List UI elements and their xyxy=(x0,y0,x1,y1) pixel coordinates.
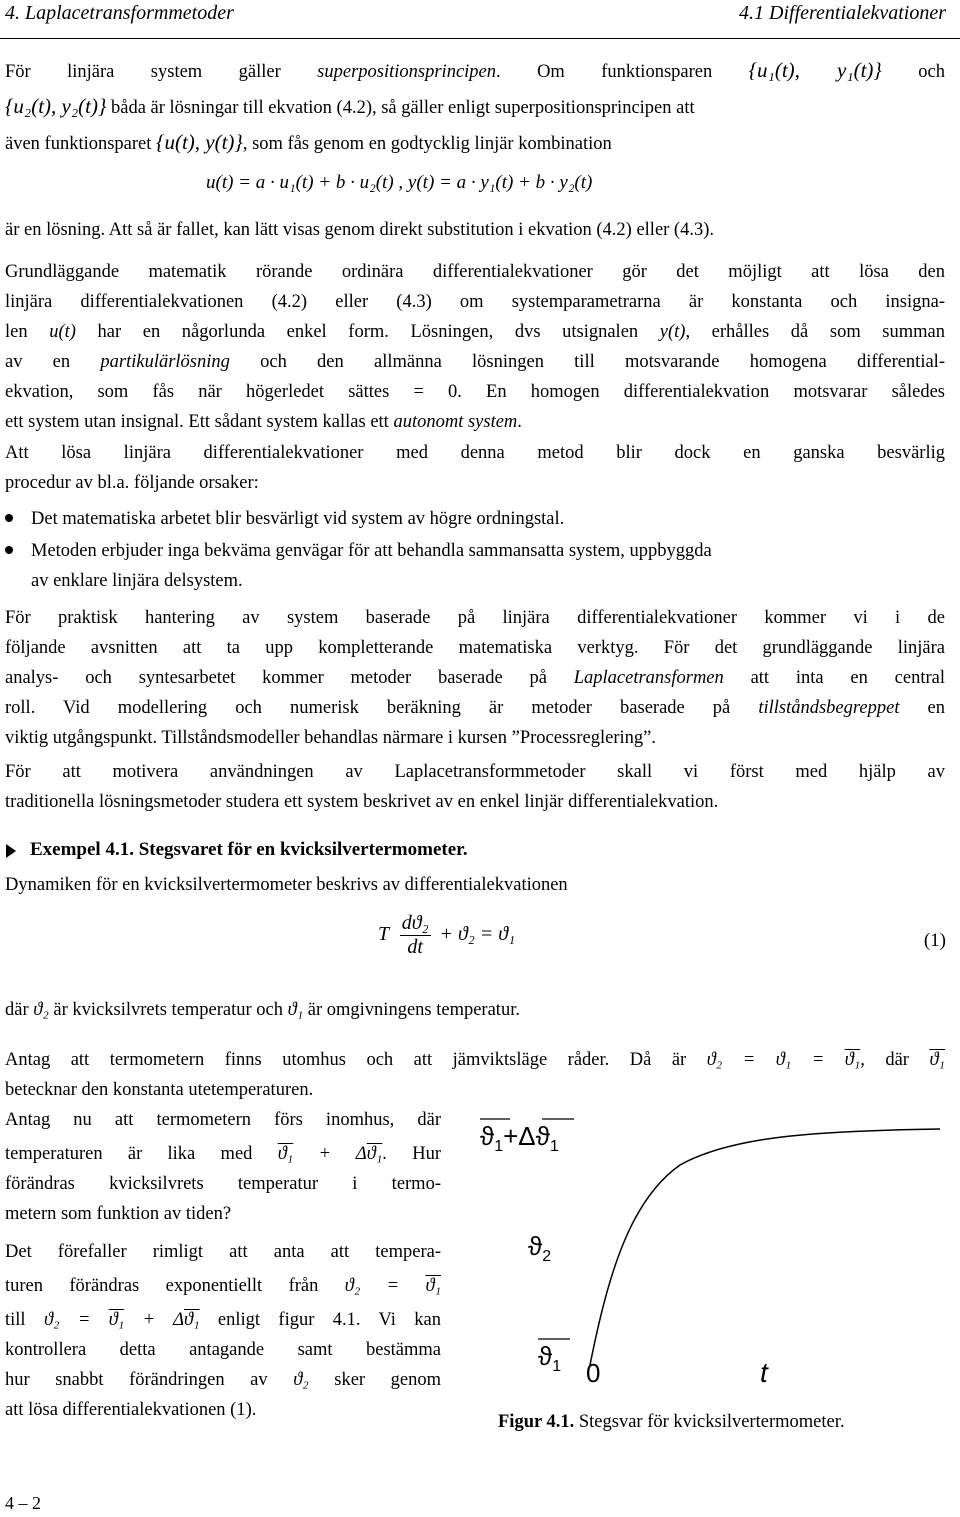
bullet-item xyxy=(5,504,945,534)
text-line xyxy=(5,1305,441,1335)
text-span: där xyxy=(5,1000,34,1020)
eq-numerator: dϑ₂ xyxy=(401,912,429,934)
text-span: att inta en central xyxy=(723,668,945,688)
text-line xyxy=(5,1271,441,1301)
text-line: ekvation, som fås när högerledet sättes = 0. En homogen differentialekvation motsvarar således xyxy=(5,382,945,402)
term-italic: autonomt system xyxy=(393,412,518,432)
figure-caption-label: Figur 4.1. xyxy=(498,1412,575,1432)
math-inline: ϑ₁ xyxy=(844,1050,861,1070)
text-line: procedur av bl.a. följande orsaker: xyxy=(5,473,259,493)
text-line: förändras kvicksilvrets temperatur i termo- xyxy=(5,1174,441,1194)
math-inline: {u(t), y(t)} xyxy=(156,130,243,154)
paragraph-indoor xyxy=(5,1105,441,1229)
text-span: och den allmänna lösningen till motsvarande homogena differential- xyxy=(229,352,945,372)
text-span: len xyxy=(5,322,50,342)
text-span: roll. Vid modellering och numerisk beräkning är metoder baserade på xyxy=(5,698,759,718)
term-italic: superpositionsprincipen xyxy=(317,62,497,82)
example-where xyxy=(5,995,945,1025)
figure-label-part: 2 xyxy=(542,1248,552,1265)
text-line xyxy=(5,317,945,347)
eq-fraction xyxy=(400,912,431,959)
text-span: hur snabbt förändringen av xyxy=(5,1370,294,1390)
math-inline: ϑ₁ xyxy=(929,1050,945,1070)
text-line: betecknar den konstanta utetemperaturen. xyxy=(5,1080,314,1100)
text-span: . xyxy=(517,412,522,432)
text-span: analys- och syntesarbetet kommer metoder baserade på xyxy=(5,668,574,688)
text-line: följande avsnitten att ta upp kompletterande matematiska verktyg. För det grundläggande linjära xyxy=(5,638,945,658)
x-axis-zero-label: 0 xyxy=(586,1358,601,1388)
text-span: har en någorlunda enkel form. Lösningen, dvs utsignalen xyxy=(75,322,660,342)
text-line: kontrollera detta antagande samt bestämma xyxy=(5,1340,441,1360)
text-span: är omgivningens temperatur. xyxy=(303,1000,520,1020)
text-span: sker genom xyxy=(308,1370,441,1390)
text-line: Antag nu att termometern förs inomhus, där xyxy=(5,1110,441,1130)
text-span: är kvicksilvrets temperatur och xyxy=(48,1000,288,1020)
math-inline: ϑ₂ = ϑ₁ = xyxy=(706,1050,845,1070)
term-italic: Laplacetransformen xyxy=(573,668,724,688)
text-line: Det förefaller rimligt att anta att tempera- xyxy=(5,1242,441,1262)
paragraph-motivation xyxy=(5,757,945,817)
math-inline: ϑ₁ xyxy=(425,1276,441,1296)
bullet-text: Det matematiska arbetet blir besvärligt vid system av högre ordningstal. xyxy=(31,509,565,529)
text-span: . Om funktionsparen xyxy=(496,62,749,82)
text-line xyxy=(5,1045,945,1075)
text-line xyxy=(5,91,945,123)
math-inline: ϑ₁ xyxy=(108,1310,125,1330)
text-line xyxy=(5,1139,441,1169)
text-line xyxy=(5,407,945,437)
math-inline: ϑ₂ xyxy=(33,1000,49,1020)
text-span: , där xyxy=(860,1050,930,1070)
text-span: till xyxy=(5,1310,44,1330)
figure-label-part: ϑ xyxy=(535,1121,550,1151)
label-initial-value xyxy=(538,1341,561,1375)
label-final-value xyxy=(480,1121,559,1155)
eq-rhs: + ϑ₂ = ϑ₁ xyxy=(439,923,516,946)
example-intro xyxy=(5,870,945,900)
term-italic: tillståndsbegreppet xyxy=(758,698,900,718)
paragraph-superposition xyxy=(5,55,945,159)
bullet-icon xyxy=(5,546,13,554)
text-line: traditionella lösningsmetoder studera ett system beskrivet av en enkel linjär differentialekvation. xyxy=(5,792,719,812)
eq-denominator: dt xyxy=(407,936,423,958)
text-span: turen förändras exponentiellt från xyxy=(5,1276,345,1296)
text-line: Att lösa linjära differentialekvationer med denna metod blir dock en ganska besvärlig xyxy=(5,443,945,463)
bullet-item xyxy=(5,536,945,596)
bullet-text: Metoden erbjuder inga bekväma genvägar för att behandla sammansatta system, uppbyggda xyxy=(31,541,712,561)
figure-label-part: ϑ xyxy=(480,1121,495,1151)
eq-symbol: T xyxy=(378,923,389,946)
header-rule xyxy=(0,38,960,39)
text-span: av en xyxy=(5,352,101,372)
paragraph-solution xyxy=(5,215,945,245)
text-line xyxy=(5,693,945,723)
label-theta2 xyxy=(528,1231,551,1265)
text-line: Grundläggande matematik rörande ordinära differentialekvationer gör det möjligt att lösa den xyxy=(5,262,945,282)
text-span: även funktionsparet xyxy=(5,134,157,154)
equation-number: (1) xyxy=(923,930,946,951)
math-inline: y(t) xyxy=(659,322,686,342)
paragraph-equilibrium xyxy=(5,1045,945,1105)
figure-label-part: ϑ xyxy=(528,1231,543,1261)
text-span: enligt figur 4.1. Vi kan xyxy=(199,1310,442,1330)
paragraph-tools xyxy=(5,603,945,753)
text-span: temperaturen är lika med xyxy=(5,1144,278,1164)
figure-label-part: 1 xyxy=(552,1358,562,1375)
paragraph-exponential xyxy=(5,1237,441,1425)
math-inline: {u₂(t), y₂(t)} xyxy=(5,94,107,118)
equation-superposition: u(t) = a · u₁(t) + b · u₂(t) , y(t) = a · y₁(t) + b · y₂(t) xyxy=(206,172,593,193)
x-axis-t-label: t xyxy=(760,1357,768,1388)
math-inline: + Δ xyxy=(293,1144,367,1164)
math-inline: ϑ₁ xyxy=(366,1144,383,1164)
text-span: För linjära system gäller xyxy=(5,62,318,82)
text-span: . Hur xyxy=(382,1144,441,1164)
text-span: , som fås genom en godtycklig linjär kombination xyxy=(242,134,612,154)
paragraph-difficulties xyxy=(5,438,945,498)
text-line: Dynamiken för en kvicksilvertermometer beskrivs av differentialekvationen xyxy=(5,875,568,895)
math-inline: ϑ₂ = xyxy=(344,1276,426,1296)
bullet-text: av enklare linjära delsystem. xyxy=(31,571,243,591)
example-marker-icon xyxy=(6,844,16,858)
bullet-icon xyxy=(5,514,13,522)
text-span: ett system utan insignal. Ett sådant system kallas ett xyxy=(5,412,394,432)
figure-label-part: 1 xyxy=(549,1138,559,1155)
math-inline: ϑ₁ xyxy=(287,1000,304,1020)
text-line xyxy=(5,1365,441,1395)
math-inline: ϑ₂ = xyxy=(43,1310,109,1330)
step-response-figure xyxy=(470,1105,950,1395)
text-line: viktig utgångspunkt. Tillståndsmodeller behandlas närmare i kursen ”Processreglering”. xyxy=(5,728,656,748)
equation-thermometer xyxy=(378,912,515,959)
math-inline: u(t) xyxy=(49,322,76,342)
text-line xyxy=(5,55,945,87)
running-header-right: 4.1 Differentialekvationer xyxy=(739,2,946,24)
figure-label-part: 1 xyxy=(494,1138,504,1155)
math-inline: ϑ₁ xyxy=(277,1144,294,1164)
text-line: För att motivera användningen av Laplacetransformmetoder skall vi först med hjälp av xyxy=(5,762,945,782)
figure-label-part: ϑ xyxy=(538,1341,553,1371)
text-span: en xyxy=(899,698,945,718)
step-response-curve xyxy=(590,1129,940,1365)
example-title: Exempel 4.1. Stegsvaret för en kvicksilvertermometer. xyxy=(30,839,468,860)
text-span: , erhålles då som summan xyxy=(685,322,945,342)
text-line: linjära differentialekvationen (4.2) eller (4.3) om systemparametrarna är konstanta och insigna- xyxy=(5,292,945,312)
math-inline: {u₁(t), y₁(t)} xyxy=(748,58,882,82)
math-inline: ϑ₁ xyxy=(184,1310,200,1330)
running-header-left: 4. Laplacetransformmetoder xyxy=(5,2,234,24)
figure-caption xyxy=(498,1412,844,1433)
text-span: båda är lösningar till ekvation (4.2), så gäller enligt superpositionsprincipen att xyxy=(106,98,695,118)
text-line: är en lösning. Att så är fallet, kan lätt visas genom direkt substitution i ekvation (4.2) eller (4.3). xyxy=(5,220,715,240)
math-inline: ϑ₂ xyxy=(293,1370,309,1390)
math-inline: + Δ xyxy=(124,1310,184,1330)
text-line xyxy=(5,995,945,1025)
paragraph-ode-solving xyxy=(5,257,945,437)
page-number: 4 – 2 xyxy=(5,1493,41,1513)
text-line: metern som funktion av tiden? xyxy=(5,1204,232,1224)
text-line xyxy=(5,347,945,377)
text-line xyxy=(5,127,945,159)
figure-caption-text: Stegsvar för kvicksilvertermometer. xyxy=(574,1412,845,1432)
term-italic: partikulärlösning xyxy=(100,352,230,372)
text-line: För praktisk hantering av system baserade på linjära differentialekvationer kommer vi i de xyxy=(5,608,945,628)
text-line xyxy=(5,663,945,693)
text-span: och xyxy=(881,62,945,82)
text-span: Antag att termometern finns utomhus och att jämviktsläge råder. Då är xyxy=(5,1050,707,1070)
figure-label-part: +Δ xyxy=(503,1121,536,1151)
text-line: att lösa differentialekvationen (1). xyxy=(5,1400,257,1420)
